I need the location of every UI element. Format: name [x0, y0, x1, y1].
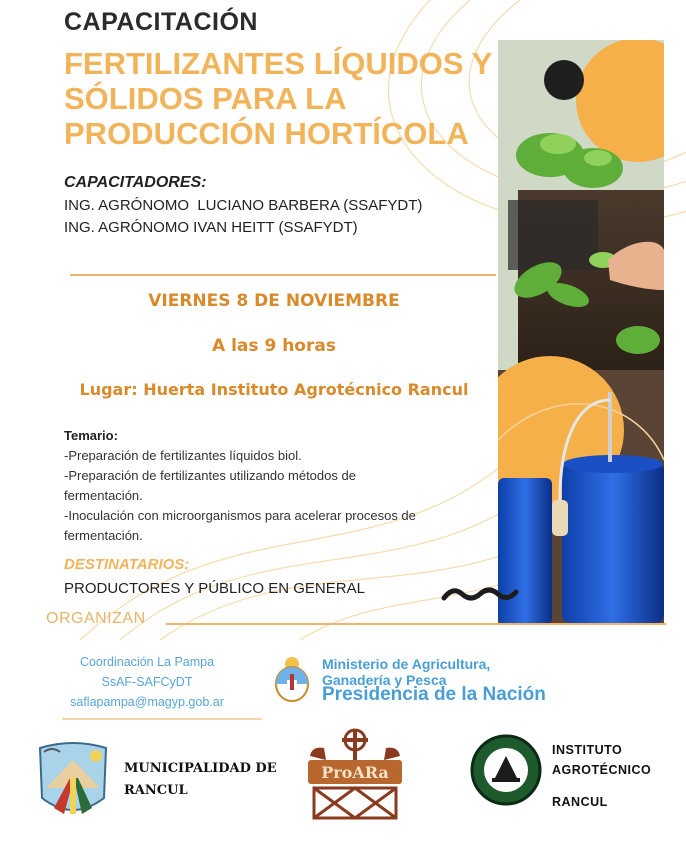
- main-title: [64, 46, 534, 151]
- municipality-line: RANCUL: [124, 783, 188, 798]
- divider: [70, 274, 496, 276]
- proara-logo-text: ProARa: [321, 763, 389, 782]
- ministry-line: Ministerio de Agricultura,: [322, 656, 491, 672]
- argentina-shield-icon: [272, 654, 312, 702]
- institute-line: RANCUL: [552, 795, 608, 809]
- coordination-block: [62, 652, 232, 712]
- coordination-unit: SsAF-SAFCyDT: [101, 675, 193, 689]
- institute-name: [552, 740, 651, 812]
- zigzag-icon: [440, 584, 520, 604]
- municipality-name: [124, 758, 277, 802]
- municipality-line: MUNICIPALIDAD DE: [124, 761, 277, 776]
- audience-value: PRODUCTORES Y PÚBLICO EN GENERAL: [64, 580, 365, 597]
- trainer-line: ING. AGRÓNOMO IVAN HEITT (SSAFYDT): [64, 219, 358, 236]
- institute-line: INSTITUTO: [552, 743, 623, 757]
- title-line: PRODUCCIÓN HORTÍCOLA: [64, 116, 469, 151]
- agenda-label: Temario:: [64, 428, 118, 443]
- coordination-email[interactable]: saflapampa@magyp.gob.ar: [70, 695, 224, 709]
- organizers-divider: [166, 623, 666, 625]
- event-date: VIERNES 8 DE NOVIEMBRE: [148, 291, 400, 311]
- coordination-name: Coordinación La Pampa: [79, 655, 215, 669]
- ministry-line: Ganadería y Pesca: [322, 672, 447, 688]
- institute-line: AGROTÉCNICO: [552, 763, 652, 777]
- event-place: Lugar: Huerta Instituto Agrotécnico Rancul: [79, 380, 469, 399]
- presidency-text: Presidencia de la Nación: [322, 684, 546, 705]
- agenda-item: -Preparación de fertilizantes utilizando métodos de: [64, 468, 356, 483]
- municipality-crest-icon: [34, 738, 112, 822]
- agenda-item: -Preparación de fertilizantes líquidos biol.: [64, 448, 302, 463]
- audience-label: DESTINATARIOS:: [64, 556, 190, 573]
- institute-seal-icon: [470, 734, 542, 806]
- proara-logo-icon: [304, 726, 406, 822]
- organizers-label: ORGANIZAN: [46, 610, 146, 627]
- title-line: SÓLIDOS PARA LA: [64, 81, 347, 116]
- trainer-line: ING. AGRÓNOMO LUCIANO BARBERA (SSAFYDT): [64, 197, 423, 214]
- title-line: FERTILIZANTES LÍQUIDOS Y: [64, 46, 493, 81]
- agenda-item: fermentación.: [64, 528, 143, 543]
- coordination-divider: [62, 718, 262, 720]
- agenda-item: -Inoculación con microorganismos para acelerar procesos de: [64, 508, 416, 523]
- agenda-item: fermentación.: [64, 488, 143, 503]
- event-time: A las 9 horas: [212, 336, 336, 356]
- kicker-heading: CAPACITACIÓN: [64, 8, 258, 36]
- trainers-label: CAPACITADORES:: [64, 174, 207, 191]
- agenda-list: [64, 446, 504, 546]
